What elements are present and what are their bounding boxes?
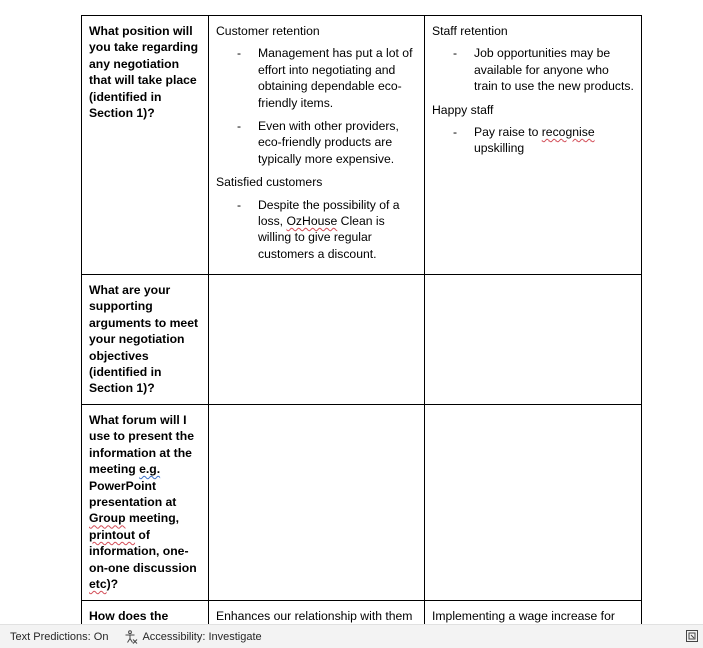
- bullet-list: [216, 197, 417, 263]
- question-text: What are your supporting arguments to meet your negotiation objectives (identified in Section 1)?: [89, 283, 199, 396]
- text-run: meeting,: [125, 511, 180, 526]
- table-row: [82, 16, 642, 275]
- list-item: - Management has put a lot of effort into negotiating and obtaining dependable eco-friendly items.: [216, 45, 417, 111]
- misspelled-word[interactable]: etc: [89, 577, 107, 592]
- answer-cell[interactable]: [425, 405, 642, 601]
- table-row: [82, 405, 642, 601]
- table-row: [82, 601, 642, 625]
- list-item: [216, 197, 417, 263]
- misspelled-word[interactable]: Group: [89, 511, 126, 526]
- text-run: Despite the possibility of a loss,: [258, 197, 400, 229]
- misspelled-word[interactable]: recognise: [541, 125, 595, 140]
- text-run: Pay raise to: [474, 125, 542, 140]
- table-row: [82, 275, 642, 405]
- cell-text: Enhances our relationship with them: [216, 609, 413, 623]
- cell-text: Implementing a wage increase for: [432, 609, 615, 623]
- answer-cell[interactable]: [209, 16, 425, 275]
- question-text: What position will you take regarding any negotiation that will take place (identified in Section 1)?: [89, 24, 199, 121]
- answer-cell[interactable]: [209, 601, 425, 625]
- bullet-list: [432, 124, 634, 157]
- accessibility-status[interactable]: [116, 625, 269, 648]
- negotiation-table: [81, 15, 642, 624]
- answer-cell[interactable]: [209, 275, 425, 405]
- answer-cell[interactable]: [425, 275, 642, 405]
- cell-heading: Satisfied customers: [216, 175, 323, 190]
- question-cell[interactable]: [82, 275, 209, 405]
- bullet-list: [216, 45, 417, 167]
- focus-view-icon[interactable]: [685, 629, 699, 643]
- accessibility-label: Accessibility: Investigate: [142, 630, 262, 643]
- question-text: How does the: [89, 609, 169, 623]
- accessibility-icon: [124, 630, 138, 644]
- misspelled-word[interactable]: printout: [89, 527, 136, 542]
- text-run: )?: [106, 577, 119, 592]
- text-run: What forum will I use to present the information at the meeting: [89, 413, 194, 477]
- status-bar: [0, 624, 703, 648]
- list-item: [432, 124, 634, 157]
- misspelled-word[interactable]: OzHouse: [286, 214, 338, 229]
- text-predictions-status[interactable]: [0, 625, 116, 648]
- grammar-flag[interactable]: e.g.: [139, 462, 161, 477]
- cell-heading: Customer retention: [216, 24, 320, 38]
- cell-heading: Happy staff: [432, 102, 494, 117]
- list-item: - Even with other providers, eco-friendly products are typically more expensive.: [216, 118, 417, 167]
- cell-heading: Staff retention: [432, 24, 508, 38]
- text-run: Clean is willing to give regular customers a discount.: [258, 214, 385, 261]
- question-cell[interactable]: [82, 16, 209, 275]
- answer-cell[interactable]: [209, 405, 425, 601]
- question-cell[interactable]: [82, 405, 209, 601]
- text-run: of information, one-on-one discussion: [89, 527, 197, 575]
- bullet-list: [432, 45, 634, 94]
- text-predictions-label: Text Predictions: On: [10, 630, 109, 643]
- answer-cell[interactable]: [425, 16, 642, 275]
- list-item: - Job opportunities may be available for anyone who train to use the new products.: [432, 45, 634, 94]
- answer-cell[interactable]: [425, 601, 642, 625]
- text-run: PowerPoint presentation at: [89, 478, 177, 510]
- text-run: upskilling: [474, 141, 525, 156]
- question-cell[interactable]: [82, 601, 209, 625]
